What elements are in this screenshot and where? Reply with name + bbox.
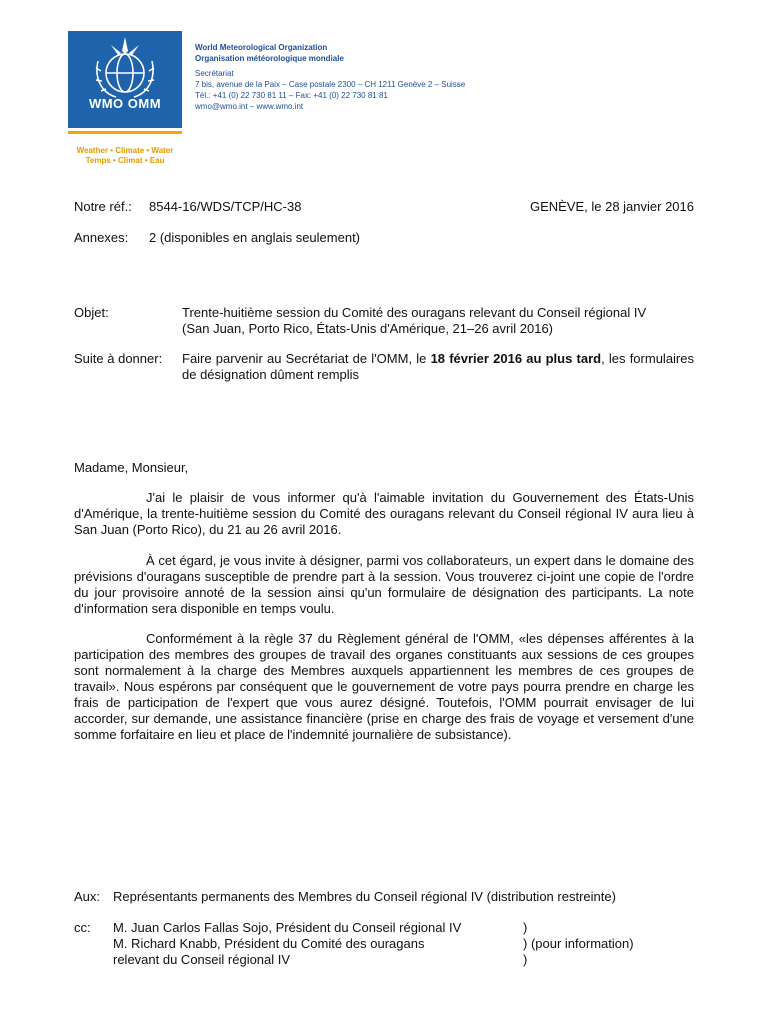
annex-value: 2 (disponibles en anglais seulement) [149,230,361,245]
wmo-logo [68,31,182,128]
ref-value: 8544-16/WDS/TCP/HC-38 [149,199,302,214]
phone-fax: Tél.: +41 (0) 22 730 81 11 – Fax: +41 (0) 22 730 81 81 [195,91,388,100]
secretariat-label: Secrétariat [195,69,234,78]
place-date: GENÈVE, le 28 janvier 2016 [529,199,694,214]
salutation: Madame, Monsieur, [74,460,189,475]
annex-label: Annexes: [74,230,129,245]
org-name-fr: Organisation météorologique mondiale [195,54,344,63]
logo-text: WMO OMM [88,96,162,111]
email-web: wmo@wmo.int – www.wmo.int [195,102,304,111]
aux-text: Représentants permanents des Membres du Conseil régional IV (distribution restreinte) [113,889,616,904]
action-label: Suite à donner: [74,351,163,366]
cc-line-1: M. Juan Carlos Fallas Sojo, Président du Conseil régional IV [113,920,462,935]
aux-label: Aux: [74,889,101,904]
cc-brackets [523,920,634,968]
wmo-emblem-icon [68,31,182,128]
cc-line-2: M. Richard Knabb, Président du Comité des ouragans [113,936,425,951]
cc-bracket-2: ) (pour information) [523,936,634,951]
ref-label: Notre réf.: [74,199,132,214]
paragraph-1: J'ai le plaisir de vous informer qu'à l'aimable invitation du Gouvernement des États-Unis d'Amérique, la trente-huitième session du Comité des ouragans relevant du Conseil régional IV aura lieu à San Juan (Porto Rico), du 21 au 26 avril 2016. [74,490,694,537]
logo-accent-bar [68,131,182,134]
subject-label: Objet: [74,305,109,320]
tagline-fr: Temps • Climat • Eau [85,156,165,165]
cc-bracket-3: ) [523,952,528,967]
tagline [68,146,182,166]
cc-label: cc: [74,920,91,935]
cc-list [113,920,513,968]
subject-line-1: Trente-huitième session du Comité des ouragans relevant du Conseil régional IV [182,305,647,320]
tagline-en: Weather • Climate • Water [76,146,174,155]
org-name-en: World Meteorological Organization [195,43,328,52]
action-text-end: , les formulaires de désignation dûment remplis [182,351,694,382]
subject-line-2: (San Juan, Porto Rico, États-Unis d'Amérique, 21–26 avril 2016) [182,321,554,336]
paragraph-3: Conformément à la règle 37 du Règlement général de l'OMM, «les dépenses afférentes à la participation des membres des groupes de travail des organes constituants aux sessions de ces groupes sont normalement à la charge des Membres auxquels appartiennent les membres de ces groupes de travail». Nous espérons par conséquent que le gouvernement de votre pays pourra prendre en charge les frais de participation de l'expert que vous aurez désigné. Toutefois, l'OMM pourrait envisager de lui accorder, sur demande, une assistance financière (prise en charge des frais de voyage et versement d'une somme forfaitaire en lieu et place de l'indemnité journalière de subsistance). [74,631,694,742]
paragraph-2: À cet égard, je vous invite à désigner, parmi vos collaborateurs, un expert dans le domaine des prévisions d'ouragans susceptible de prendre part à la session. Vous trouverez ci-joint une copie de l'ordre du jour provisoire annoté de la session ainsi qu'un formulaire de désignation des participants. La note d'information sera disponible en temps voulu. [74,553,694,616]
letterhead [195,42,535,112]
cc-line-3: relevant du Conseil régional IV [113,952,291,967]
action-text [182,351,694,383]
action-text-start: Faire parvenir au Secrétariat de l'OMM, le [182,351,431,366]
subject-text [182,305,694,337]
cc-bracket-1: ) [523,920,528,935]
deadline: 18 février 2016 au plus tard [430,351,602,366]
address: 7 bis, avenue de la Paix – Case postale 2300 – CH 1211 Genève 2 – Suisse [195,80,466,89]
